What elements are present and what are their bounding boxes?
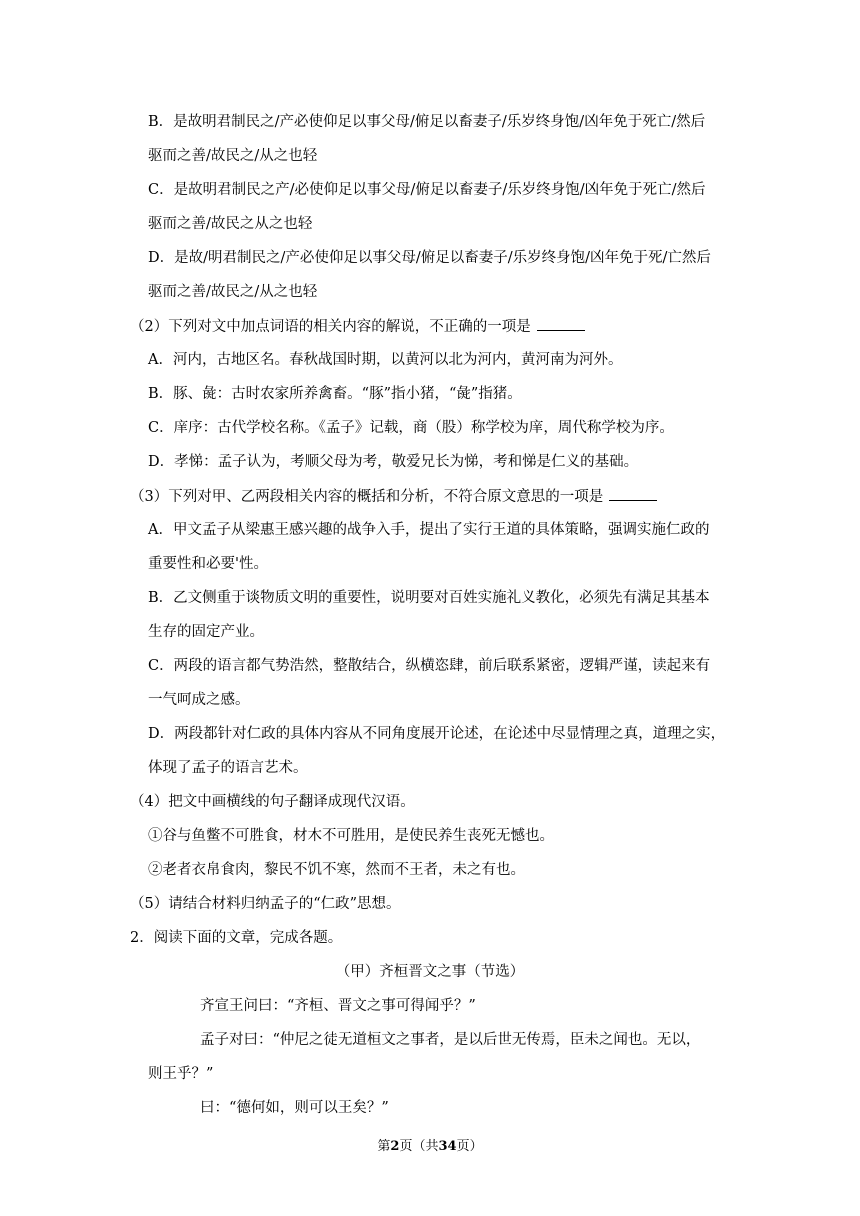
- section-2-heading: 2．阅读下面的文章，完成各题。: [130, 930, 343, 946]
- footer-total-pages: 34: [438, 1139, 457, 1154]
- q3-option-d-line1: D．两段都针对仁政的具体内容从不同角度展开论述，在论述中尽显情理之真，道理之实，: [148, 726, 726, 742]
- q2-option-a: A．河内，古地区名。春秋战国时期，以黄河以北为河内，黄河南为河外。: [148, 352, 623, 368]
- answer-blank: [609, 486, 657, 501]
- q2-option-c: C．庠序：古代学校名称。《孟子》记载，商（股）称学校为庠，周代称学校为序。: [148, 420, 674, 436]
- footer-prefix: 第: [377, 1139, 391, 1154]
- passage-line-1: 齐宣王问曰：“齐桓、晋文之事可得闻乎？”: [200, 998, 476, 1014]
- option-c-line2: 驱而之善/故民之从之也轻: [148, 216, 313, 232]
- q3-option-b-line2: 生存的固定产业。: [148, 624, 264, 640]
- q3-option-d-line2: 体现了孟子的语言艺术。: [148, 760, 308, 776]
- question-5: （5）请结合材料归纳孟子的“仁政”思想。: [130, 896, 401, 912]
- option-d-line2: 驱而之善/故民之/从之也轻: [148, 284, 318, 300]
- q3-option-c-line2: 一气呵成之感。: [148, 692, 250, 708]
- passage-line-3: 则王乎？”: [148, 1066, 214, 1082]
- passage-title: （甲）齐桓晋文之事（节选）: [335, 964, 525, 980]
- passage-line-2: 孟子对曰：“仲尼之徒无道桓文之事者，是以后世无传焉，臣未之闻也。无以，: [200, 1032, 701, 1048]
- answer-blank: [537, 316, 585, 331]
- page-footer: [0, 1138, 860, 1156]
- q3-option-b-line1: B．乙文侧重于谈物质文明的重要性，说明要对百姓实施礼义教化，必须先有满足其基本: [148, 590, 710, 606]
- passage-line-4: 曰：“德何如，则可以王矣？”: [200, 1100, 389, 1116]
- footer-suffix: 页）: [456, 1139, 483, 1154]
- footer-page-number: 2: [390, 1139, 400, 1154]
- question-3-text: （3）下列对甲、乙两段相关内容的概括和分析，不符合原文意思的一项是: [130, 489, 604, 505]
- option-b-line2: 驱而之善/故民之/从之也轻: [148, 148, 318, 164]
- q3-option-c-line1: C．两段的语言都气势浩然，整散结合，纵横恣肆，前后联系紧密，逻辑严谨，读起来有: [148, 658, 711, 674]
- footer-mid: 页（共: [399, 1139, 439, 1154]
- q3-option-a-line2: 重要性和必要'性。: [148, 556, 268, 572]
- q4-sentence-1: ①谷与鱼鳖不可胜食，材木不可胜用，是使民养生丧死无憾也。: [148, 828, 554, 844]
- question-2: [130, 316, 585, 337]
- question-3: [130, 486, 657, 507]
- q3-option-a-line1: A．甲文孟子从梁惠王感兴趣的战争入手，提出了实行王道的具体策略，强调实施仁政的: [148, 522, 710, 538]
- question-4: （4）把文中画横线的句子翻译成现代汉语。: [130, 794, 415, 810]
- q2-option-d: D．孝悌：孟子认为，考顺父母为考，敬爱兄长为悌，考和悌是仁义的基础。: [148, 454, 639, 470]
- option-b-line1: B．是故明君制民之/产必使仰足以事父母/俯足以畜妻子/乐岁终身饱/凶年免于死亡/然后: [148, 114, 706, 130]
- option-d-line1: D．是故/明君制民之/产必使仰足以事父母/俯足以畜妻子/乐岁终身饱/凶年免于死/亡然后: [148, 250, 711, 266]
- q2-option-b: B．豚、彘：古时农家所养禽畜。“豚”指小猪，“彘”指猪。: [148, 386, 522, 402]
- q4-sentence-2: ②老者衣帛食肉，黎民不饥不寒，然而不王者，未之有也。: [148, 862, 525, 878]
- question-2-text: （2）下列对文中加点词语的相关内容的解说，不正确的一项是: [130, 319, 531, 335]
- option-c-line1: C．是故明君制民之产/必使仰足以事父母/俯足以畜妻子/乐岁终身饱/凶年免于死亡/然后: [148, 182, 706, 198]
